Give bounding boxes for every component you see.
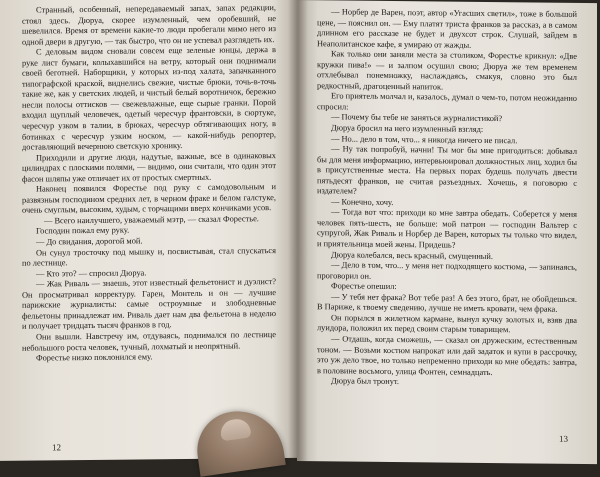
right-page-number: 13 — [559, 433, 568, 444]
paragraph: Господин пожал ему руку. — [36, 226, 130, 237]
thumbnail — [219, 417, 251, 441]
paragraph: Приходили и другие люди, надутые, важные, все в одинаковых цилиндрах с плоскими полями, — видимо, они считали, что один этот фасон шляпы уже отличает их от простых смертных. — [22, 150, 276, 184]
paragraph: Его приятель молчал и, казалось, думал о чем-то, потом неожиданно спросил: — [317, 91, 577, 112]
left-page — [0, 0, 297, 461]
paragraph: — Норбер де Варен, поэт, автор «Угасших светил», тоже в большой цене, — пояснил он. — Ему платят триста франков за рассказ, а в самом длинном его рассказе не будет и двухсот строк. Слушай, зайдем в Неаполитанское кафе, я умираю от жажды. — [317, 7, 577, 50]
paragraph: Дюруа был тронут. — [331, 376, 400, 387]
right-page-text — [317, 7, 577, 389]
paragraph: Он сунул тросточку под мышку и, посвистывая, стал спускаться по лестнице. — [22, 245, 276, 268]
left-page-number: 12 — [52, 442, 61, 453]
paragraph: — Конечно, хочу. — [331, 197, 394, 207]
paragraph: — Отдашь, когда сможешь, — сказал он дружеским, естественным тоном. — Возьми костюм напрокат или дай задаток и купи в рассрочку, это уж дело твое, но только непременно приходи ко мне обедать: завтра, в половине восьмого, улица Фонтен, семнадцать. — [317, 334, 577, 377]
paragraph: — Дело в том, что... у меня нет подходящего костюма, — запинаясь, проговорил он. — [317, 260, 577, 281]
left-page-text — [22, 3, 276, 364]
paragraph: — У тебя нет фрака? Вот тебе раз! А без этого, брат, не обойдешься. В Париже, к твоему сведению, лучше не иметь кровати, чем фрака. — [317, 292, 577, 315]
paragraph: Форестье опешил: — [331, 281, 397, 292]
paragraph: — До свидания, дорогой мой. — [36, 236, 143, 247]
paragraph: Странный, особенный, непередаваемый запах, запах редакции, стоял здесь. Дюруа, скорее изумленный, чем оробевший, не шевелился. Время от времени какие-то люди пробегали мимо него из одной двери в другую, — так быстро, что он не успевал разглядеть их. — [22, 3, 276, 47]
paragraph: Он порылся в жилетном кармане, вынул кучку золотых и, взяв два луидора, положил их перед своим старым товарищем. — [317, 313, 577, 335]
paragraph: — Ну так попробуй, начни! Ты мог бы мне пригодиться: добывал бы для меня информацию, интервьюировал должностных лиц, ходил бы в присутственные места. На первых порах будешь получать двести пятьдесят франков, не считая разъездных. Хочешь, я поговорю с издателем? — [317, 144, 577, 196]
paragraph: — Жак Риваль — знаешь, этот известный фельетонист и дуэлист? Он просматривал корректуру. Гарен, Монтель и он — лучшие парижские журналисты: самые остроумные и злободневные фельетоны принадлежат им. Риваль дает нам два фельетона в неделю и получает тридцать тысяч франков в год. — [22, 277, 276, 332]
paragraph: С деловым видом сновали совсем еще зеленые юнцы, держа в руке лист бумаги, колыхавшийся на ветру, который они поднимали своей беготней. Наборщики, у которых из-под халата, запачканного типографской краской, виднелись свежие, чистые брюки, точь-в-точь такие же, как у светских людей, и чистый белый воротничок, бережно несли полосы оттисков — свежевлажные, еще сырые гранки. Порой входил щуплый человечек, одетый чересчур франтовски, в сюртуке, чересчур узком в талии, в брюках, чересчур обтягивающих ногу, в ботинках с чересчур узким носком, — какой-нибудь репортер, доставляющий вечернюю светскую хронику. — [22, 45, 276, 152]
paragraph: — Почему бы тебе не заняться журналистикой? — [331, 112, 503, 124]
paragraph: — Кто это? — спросил Дюруа. — [36, 268, 147, 279]
paragraph: Они вышли. Навстречу им, отдуваясь, поднимался по лестнице небольшого роста человек, тучный, лохматый и неопрятный. — [22, 329, 276, 353]
paragraph: Наконец появился Форестье под руку с самодовольным и развязным господином средних лет, в черном фраке и белом галстуке, очень смуглым, высоким, худым, с торчащими вверх кончиками усов. — [22, 182, 276, 216]
paragraph: — Всего наилучшего, уважаемый мэтр, — сказал Форестье. — [44, 214, 259, 226]
paragraph: Форестье низко поклонился ему. — [36, 352, 153, 363]
paragraph: Дюруа колебался, весь красный, смущенный. — [331, 249, 494, 261]
paragraph: Как только они заняли места за столиком, Форестье крикнул: «Две кружки пива!» — и залпом осушил свою; Дюруа же тем временем отхлебывал понемножку, наслаждаясь, смакуя, словно это был редкостный, драгоценный напиток. — [317, 49, 577, 92]
paragraph: — Но... дело в том, что... я никогда ничего не писал. — [331, 133, 518, 145]
right-page — [297, 0, 597, 464]
paragraph: — Тогда вот что: приходи ко мне завтра обедать. Соберется у меня человек пять-шесть, не больше: мой патрон — господин Вальтер с супругой, Жак Риваль и Норбер де Варен, которых ты только что видел, и приятельница моей жены. Придешь? — [317, 207, 577, 250]
paragraph: Дюруа бросил на него изумленный взгляд: — [331, 123, 484, 134]
